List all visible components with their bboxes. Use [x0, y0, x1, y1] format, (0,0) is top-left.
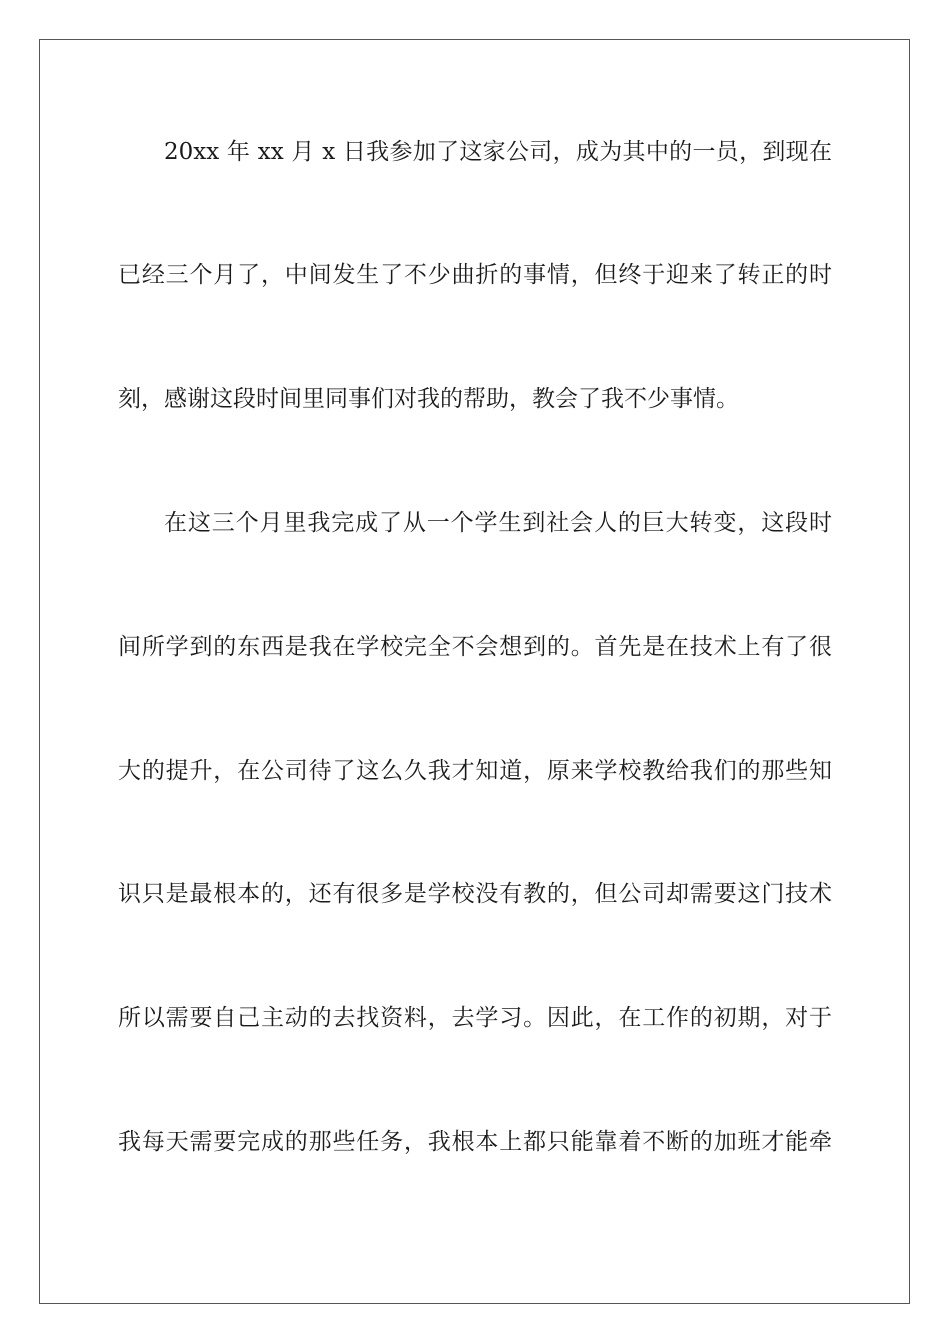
paragraph-1-line-3: 刻，感谢这段时间里同事们对我的帮助，教会了我不少事情。	[118, 386, 739, 412]
paragraph-1-line-1: 20xx 年 xx 月 x 日我参加了这家公司，成为其中的一员，到现在	[164, 139, 832, 165]
paragraph-2-line-6: 我每天需要完成的那些任务，我根本上都只能靠着不断的加班才能牵	[118, 1129, 832, 1155]
paragraph-2-line-4: 识只是最根本的，还有很多是学校没有教的，但公司却需要这门技术	[118, 881, 832, 907]
page-border	[39, 39, 910, 1304]
paragraph-2-line-5: 所以需要自己主动的去找资料，去学习。因此，在工作的初期，对于	[118, 1005, 832, 1031]
paragraph-2-line-2: 间所学到的东西是我在学校完全不会想到的。首先是在技术上有了很	[118, 634, 832, 660]
paragraph-2-line-1: 在这三个月里我完成了从一个学生到社会人的巨大转变，这段时	[164, 510, 832, 536]
paragraph-2-line-3: 大的提升，在公司待了这么久我才知道，原来学校教给我们的那些知	[118, 758, 832, 784]
paragraph-1-line-2: 已经三个月了，中间发生了不少曲折的事情，但终于迎来了转正的时	[118, 262, 832, 288]
